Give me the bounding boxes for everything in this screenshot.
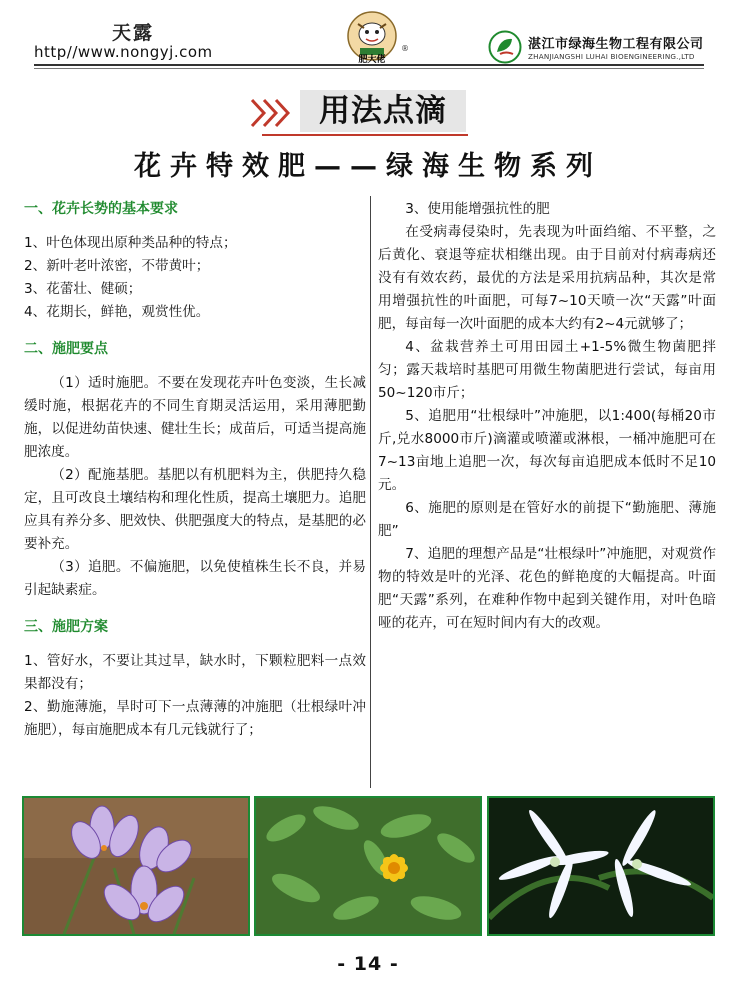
list-item: 3、花蕾壮、健硕； bbox=[24, 281, 142, 297]
company-logo-icon bbox=[488, 30, 522, 64]
page-subtitle: 花卉特效肥——绿海生物系列 bbox=[134, 151, 602, 182]
paragraph: 3、使用能增强抗性的肥 bbox=[405, 201, 550, 217]
column-divider bbox=[370, 196, 371, 788]
right-column bbox=[378, 198, 716, 635]
paragraph: （2）配施基肥。基肥以有机肥料为主，供肥持久稳定，且可改良土壤结构和理化性质，提高土壤肥力。追肥应具有养分多、肥效快、供肥强度大的特点，是基肥的必要补充。 bbox=[24, 467, 366, 552]
section-heading: 一、花卉长势的基本要求 bbox=[24, 201, 178, 217]
website-url[interactable]: http//www.nongyj.com bbox=[34, 43, 213, 61]
paragraph: 5、追肥用“壮根绿叶”冲施肥，以1:400(每桶20市斤,兑水8000市斤)滴灌或喷灌或淋根，一桶冲施肥可在7~13亩地上追肥一次，每次每亩追肥成本低时不足10元。 bbox=[378, 408, 716, 493]
paragraph: 4、盆栽营养土可用田园土+1-5%微生物菌肥拌匀；露天栽培时基肥可用微生物菌肥进行尝试，每亩用50~120市斤； bbox=[378, 339, 716, 401]
page-number: - 14 - bbox=[337, 953, 399, 975]
mascot-label: 肥大佬 bbox=[358, 55, 386, 65]
registered-mark: ® bbox=[401, 44, 409, 53]
list-item: 4、花期长，鲜艳，观赏性优。 bbox=[24, 304, 210, 320]
photo-spider-lily bbox=[487, 796, 715, 936]
company-name-en: ZHANJIANGSHI LUHAI BIOENGINEERING.,LTD bbox=[528, 52, 695, 61]
title-underline bbox=[262, 134, 468, 136]
section-heading: 三、施肥方案 bbox=[24, 619, 108, 635]
list-item: 1、叶色体现出原种类品种的特点； bbox=[24, 235, 237, 251]
yellow-flower-image bbox=[256, 798, 480, 934]
photo-crocus bbox=[22, 796, 250, 936]
header-rule-thin bbox=[34, 68, 704, 69]
spider-lily-image bbox=[489, 798, 713, 934]
paragraph: 7、追肥的理想产品是“壮根绿叶”冲施肥，对观赏作物的特效是叶的光泽、花色的鲜艳度的大幅提高。叶面肥“天露”系列，在难种作物中起到关键作用，对叶色暗哑的花卉，可在短时间内有大的改观。 bbox=[378, 546, 716, 631]
list-item: 2、新叶老叶浓密，不带黄叶； bbox=[24, 258, 210, 274]
paragraph: 在受病毒侵染时，先表现为叶面绉缩、不平整，之后黄化、衰退等症状相继出现。由于目前对付病毒病还没有有效农药，最优的方法是采用抗病品种，其次是常用增强抗性的叶面肥，可每7~10天喷一次“天露”叶面肥，每亩每一次叶面肥的成本大约有2~4元就够了； bbox=[378, 224, 716, 332]
company-name-cn: 湛江市绿海生物工程有限公司 bbox=[528, 37, 704, 52]
left-column bbox=[24, 198, 366, 742]
page-title: 用法点滴 bbox=[319, 93, 447, 129]
crocus-flower-image bbox=[24, 798, 248, 934]
paragraph: 6、施肥的原则是在管好水的前提下“勤施肥、薄施肥” bbox=[378, 500, 716, 539]
paragraph: 2、勤施薄施，旱时可下一点薄薄的冲施肥（壮根绿叶冲施肥），每亩施肥成本有几元钱就行了； bbox=[24, 699, 366, 738]
photo-yellow-flower bbox=[254, 796, 482, 936]
paragraph: 1、管好水，不要让其过旱，缺水时，下颗粒肥料一点效果都没有； bbox=[24, 653, 366, 692]
header-rule bbox=[34, 64, 704, 66]
chevron-right-icon bbox=[248, 96, 296, 130]
paragraph: （3）追肥。不偏施肥，以免使植株生长不良，并易引起缺素症。 bbox=[24, 559, 366, 598]
section-heading: 二、施肥要点 bbox=[24, 341, 108, 357]
brand-name: 天露 bbox=[112, 22, 155, 44]
paragraph: （1）适时施肥。不要在发现花卉叶色变淡，生长减缓时施，根据花卉的不同生育期灵活运用，采用薄肥勤施，以促进幼苗快速、健壮生长；成苗后，可适当提高施肥浓度。 bbox=[24, 375, 366, 460]
